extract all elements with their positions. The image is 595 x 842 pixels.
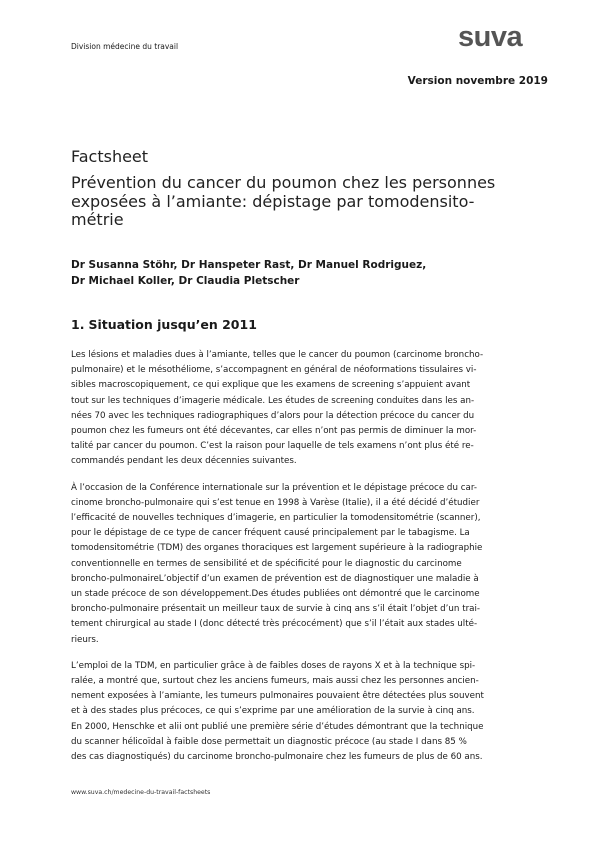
title-line: métrie — [71, 210, 124, 229]
section-title: Situation jusqu’en 2011 — [88, 317, 257, 332]
document-title — [71, 174, 551, 230]
section-heading — [71, 317, 257, 332]
paragraph: Les lésions et maladies dues à l’amiante, telles que le cancer du poumon (carcinome broncho- pulmonaire) et le mésothéliome, s’accompagnent en général de néoformations tissulaires vi- sibles macroscopiquement, ce qui explique que les examens de screening s’appuient avant tout sur les techniques d’imagerie médicale. Les études de screening conduites dans les an- nées 70 avec les techniques radiographiques d’alors pour la détection précoce du cancer du poumon chez les fumeurs ont été décevantes, car elles n’ont pas permis de diminuer la mor- talité par cancer du poumon. C’est la raison pour laquelle de tels examens n’ont plus été re- commandés pendant les deux décennies suivantes. — [71, 350, 484, 467]
author-line: Dr Michael Koller, Dr Claudia Pletscher — [71, 275, 300, 287]
division-label: Division médecine du travail — [71, 42, 179, 51]
authors — [71, 257, 551, 289]
title-line: exposées à l’amiante: dépistage par tomodensito- — [71, 191, 475, 211]
version-label: Version novembre 2019 — [407, 75, 548, 87]
factsheet-label: Factsheet — [71, 147, 149, 166]
title-line: Prévention du cancer du poumon chez les personnes — [71, 173, 496, 192]
paragraph: L’emploi de la TDM, en particulier grâce à de faibles doses de rayons X et à la technique spi- ralée, a montré que, surtout chez les anciens fumeurs, mais aussi chez les personnes ancien- nement exposées à l’amiante, les tumeurs pulmonaires pouvaient être détectées plus souvent et à des stades plus précoces, ce qui s’exprime par une amélioration de la survie à cinq ans. En 2000, Henschke et alii ont publié une première série d’études démontrant que la technique du scanner hélicoïdal à faible dose permettait un diagnostic précoce (au stade I dans 85 % des cas diagnostiqués) du carcinome broncho-pulmonaire chez les fumeurs de plus de 60 ans. — [71, 660, 484, 763]
section-body — [71, 348, 546, 776]
paragraph: À l’occasion de la Conférence internationale sur la prévention et le dépistage précoce du car- cinome broncho-pulmonaire qui s’est tenue en 1998 à Varèse (Italie), il a été décidé d’étudier l’efficacité de nouvelles techniques d’imagerie, en particulier la tomodensitométrie (scanner), pour le dépistage de ce type de cancer fréquent causé principalement par le tabagisme. La tomodensitométrie (TDM) des organes thoraciques est largement supérieure à la radiographie conventionnelle en termes de sensibilité et de spécificité pour le diagnostic du carcinome broncho-pulmonaireL’objectif d’un examen de prévention est de diagnostiquer une maladie à un stade précoce de son développement.Des études publiées ont démontré que le carcinome broncho-pulmonaire présentait un meilleur taux de survie à cinq ans s’il était l’objet d’un trai- tement chirurgical au stade I (donc détecté très précocément) que s’il l’était aux stades ulté- rieurs. — [71, 482, 483, 645]
section-number: 1. — [71, 317, 85, 332]
suva-logo: suva — [458, 21, 523, 53]
footer-url[interactable]: www.suva.ch/medecine-du-travail-factsheets — [71, 789, 211, 796]
author-line: Dr Susanna Stöhr, Dr Hanspeter Rast, Dr Manuel Rodriguez, — [71, 259, 427, 271]
